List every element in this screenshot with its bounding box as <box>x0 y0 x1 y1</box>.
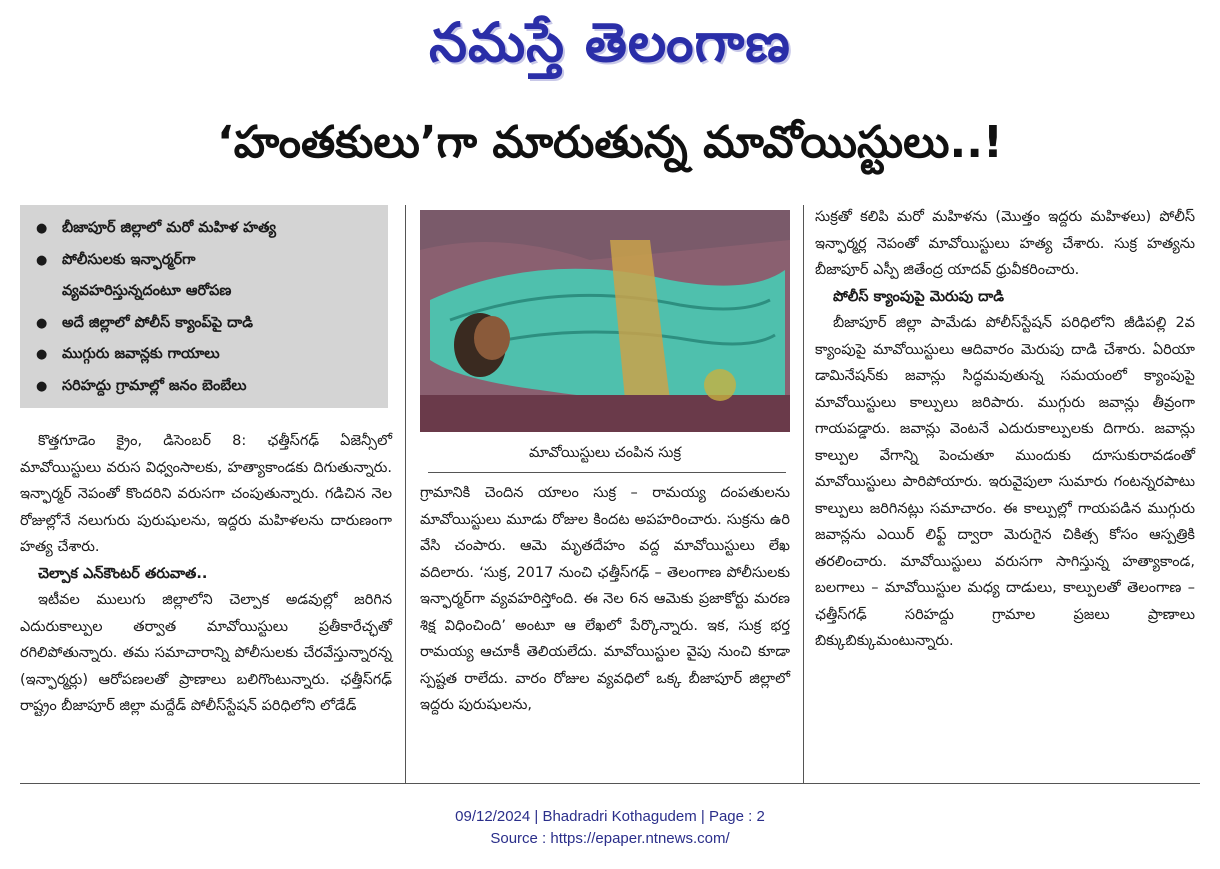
bullet-icon: ● <box>36 221 48 236</box>
bullet-icon: ● <box>36 252 48 268</box>
column-3 <box>815 204 1195 655</box>
photo-illustration <box>420 210 790 432</box>
paragraph: కొత్తగూడెం క్రైం, డిసెంబర్ 8: ఛత్తీస్‌గఢ్ ఏజెన్సీలో మావోయిస్టులు వరుస విధ్వంసాలకు, హత్యాకాండకు దిగుతున్నారు. ఇన్ఫార్మర్ నెపంతో కొందరిని వరుసగా చంపుతున్నారు. గడిచిన నెల రోజుల్లోనే నలుగురు పురుషులను, ఇద్దరు మహిళలను దారుణంగా హత్య చేశారు. <box>20 433 392 555</box>
footer-date-line: 09/12/2024 | Bhadradri Kothagudem | Page : 2 <box>455 808 765 825</box>
column-1 <box>20 428 392 720</box>
bullet-icon: ● <box>36 315 48 331</box>
article-photo <box>420 210 790 432</box>
bottom-rule <box>20 783 1200 784</box>
highlight-item: ● అదే జిల్లాలో పోలీస్ క్యాంప్‌పై దాడి <box>34 308 376 340</box>
paragraph: సుక్రతో కలిపి మరో మహిళను (మొత్తం ఇద్దరు మహిళలు) పోలీస్ ఇన్ఫార్మర్ల నెపంతో మావోయిస్టులు హత్య చేశారు. సుక్ర హత్యను బీజాపూర్ ఎస్పీ జితేంద్ర యాదవ్ ధ్రువీకరించారు. <box>815 209 1195 278</box>
column-divider <box>405 205 406 783</box>
paragraph: బీజాపూర్ జిల్లా పామేడు పోలీస్‌స్టేషన్ పరిధిలోని జీడిపల్లి 2వ క్యాంపుపై మావోయిస్టులు ఆదివారం మెరుపు దాడి చేశారు. ఏరియా డామినేషన్‌కు జవాన్లు సిద్ధమవుతున్న సమయంలో క్యాంపుపై మావోయిస్టులు కాల్పులు జరిపారు. ముగ్గురు జవాన్లు తీవ్రంగా గాయపడ్డారు. జవాన్లు వెంటనే ఎదురుకాల్పులకు దిగారు. జవాన్లు కాల్పుల వేగాన్ని పెంచుతూ ముందుకు దూసుకురావడంతో మావోయిస్టులు పారిపోయారు. ఇరువైపులా సుమారు గంటన్నరపాటు కాల్పులు జరిగినట్లు సమాచారం. ఈ కాల్పుల్లో గాయపడిన ముగ్గురు జవాన్లను ఎయిర్ లిఫ్ట్ ద్వారా మెరుగైన చికిత్స కోసం ఆస్పత్రికి తరలించారు. మావోయిస్టులు వరుసగా సాగిస్తున్న హత్యాకాండ, బలగాలు – మావోయిస్టుల మధ్య దాడులు, కాల్పులతో తెలంగాణ – ఛత్తీస్‌గఢ్ సరిహద్దు గ్రామాల ప్రజలు ప్రాణాలు బిక్కుబిక్కుమంటున్నారు. <box>815 315 1195 649</box>
highlights-box <box>20 205 388 408</box>
highlight-item: ● సరిహద్దు గ్రామాల్లో జనం బెంబేలు <box>34 371 376 403</box>
column-divider <box>803 205 804 783</box>
subheading: చెల్పాక ఎన్‌కౌంటర్ తరువాత.. <box>38 565 208 582</box>
caption-divider <box>428 472 786 473</box>
bullet-icon: ● <box>36 347 48 362</box>
masthead <box>0 4 1220 82</box>
highlight-item: ● బీజాపూర్ జిల్లాలో మరో మహిళ హత్య <box>34 213 376 245</box>
subheading: పోలీస్ క్యాంపుపై మెరుపు దాడి <box>833 288 1004 305</box>
highlight-item: ● పోలీసులకు ఇన్ఫార్మర్‌గా వ్యవహరిస్తున్నదంటూ ఆరోపణ <box>34 245 282 308</box>
bullet-icon: ● <box>36 378 48 394</box>
column-2 <box>420 480 790 719</box>
paragraph: ఇటీవల ములుగు జిల్లాలోని చెల్పాక అడవుల్లో జరిగిన ఎదురుకాల్పుల తర్వాత మావోయిస్టులు ప్రతీకారేచ్ఛతో రగిలిపోతున్నారు. తమ సమాచారాన్ని పోలీసులకు చేరవేస్తున్నారన్న (ఇన్ఫార్మర్లు) ఆరోపణలతో ప్రాణాలు బలిగొంటున్నారు. ఛత్తీస్‌గఢ్ రాష్ట్రం బీజాపూర్ జిల్లా మద్దేడ్ పోలీస్‌స్టేషన్ పరిధిలోని లోడేడ్ <box>20 592 392 714</box>
article-headline: ‘హంతకులు’గా మారుతున్న మావోయిస్టులు..! <box>216 117 1003 168</box>
photo-caption: మావోయిస్టులు చంపిన సుక్ర <box>528 445 682 461</box>
footer <box>0 806 1220 850</box>
paragraph: గ్రామానికి చెందిన యాలం సుక్ర – రామయ్య దంపతులను మావోయిస్టులు మూడు రోజుల కిందట అపహరించారు. సుక్రను ఉరి వేసి చంపారు. ఆమె మృతదేహం వద్ద మావోయిస్టులు లేఖ వదిలారు. ‘సుక్ర, 2017 నుంచి ఛత్తీస్‌గఢ్ – తెలంగాణ పోలీసులకు ఇన్ఫార్మర్‌గా వ్యవహరిస్తోంది. ఈ నెల 6న ఆమెకు ప్రజాకోర్టు మరణ శిక్ష విధించింది’ అంటూ ఆ లేఖలో పేర్కొన్నారు. ఇక, సుక్ర భర్త రామయ్య ఆచూకీ తెలియలేదు. మావోయిస్టుల వైపు నుంచి కూడా స్పష్టత రాలేదు. వారం రోజుల వ్యవధిలో ఒక్క బీజాపూర్ జిల్లాలో ఇద్దరు పురుషులను, <box>420 485 790 713</box>
highlight-item: ● ముగ్గురు జవాన్లకు గాయాలు <box>34 339 376 371</box>
footer-source-line: Source : https://epaper.ntnews.com/ <box>490 830 730 847</box>
masthead-title: నమస్తే తెలంగాణ <box>429 11 791 74</box>
